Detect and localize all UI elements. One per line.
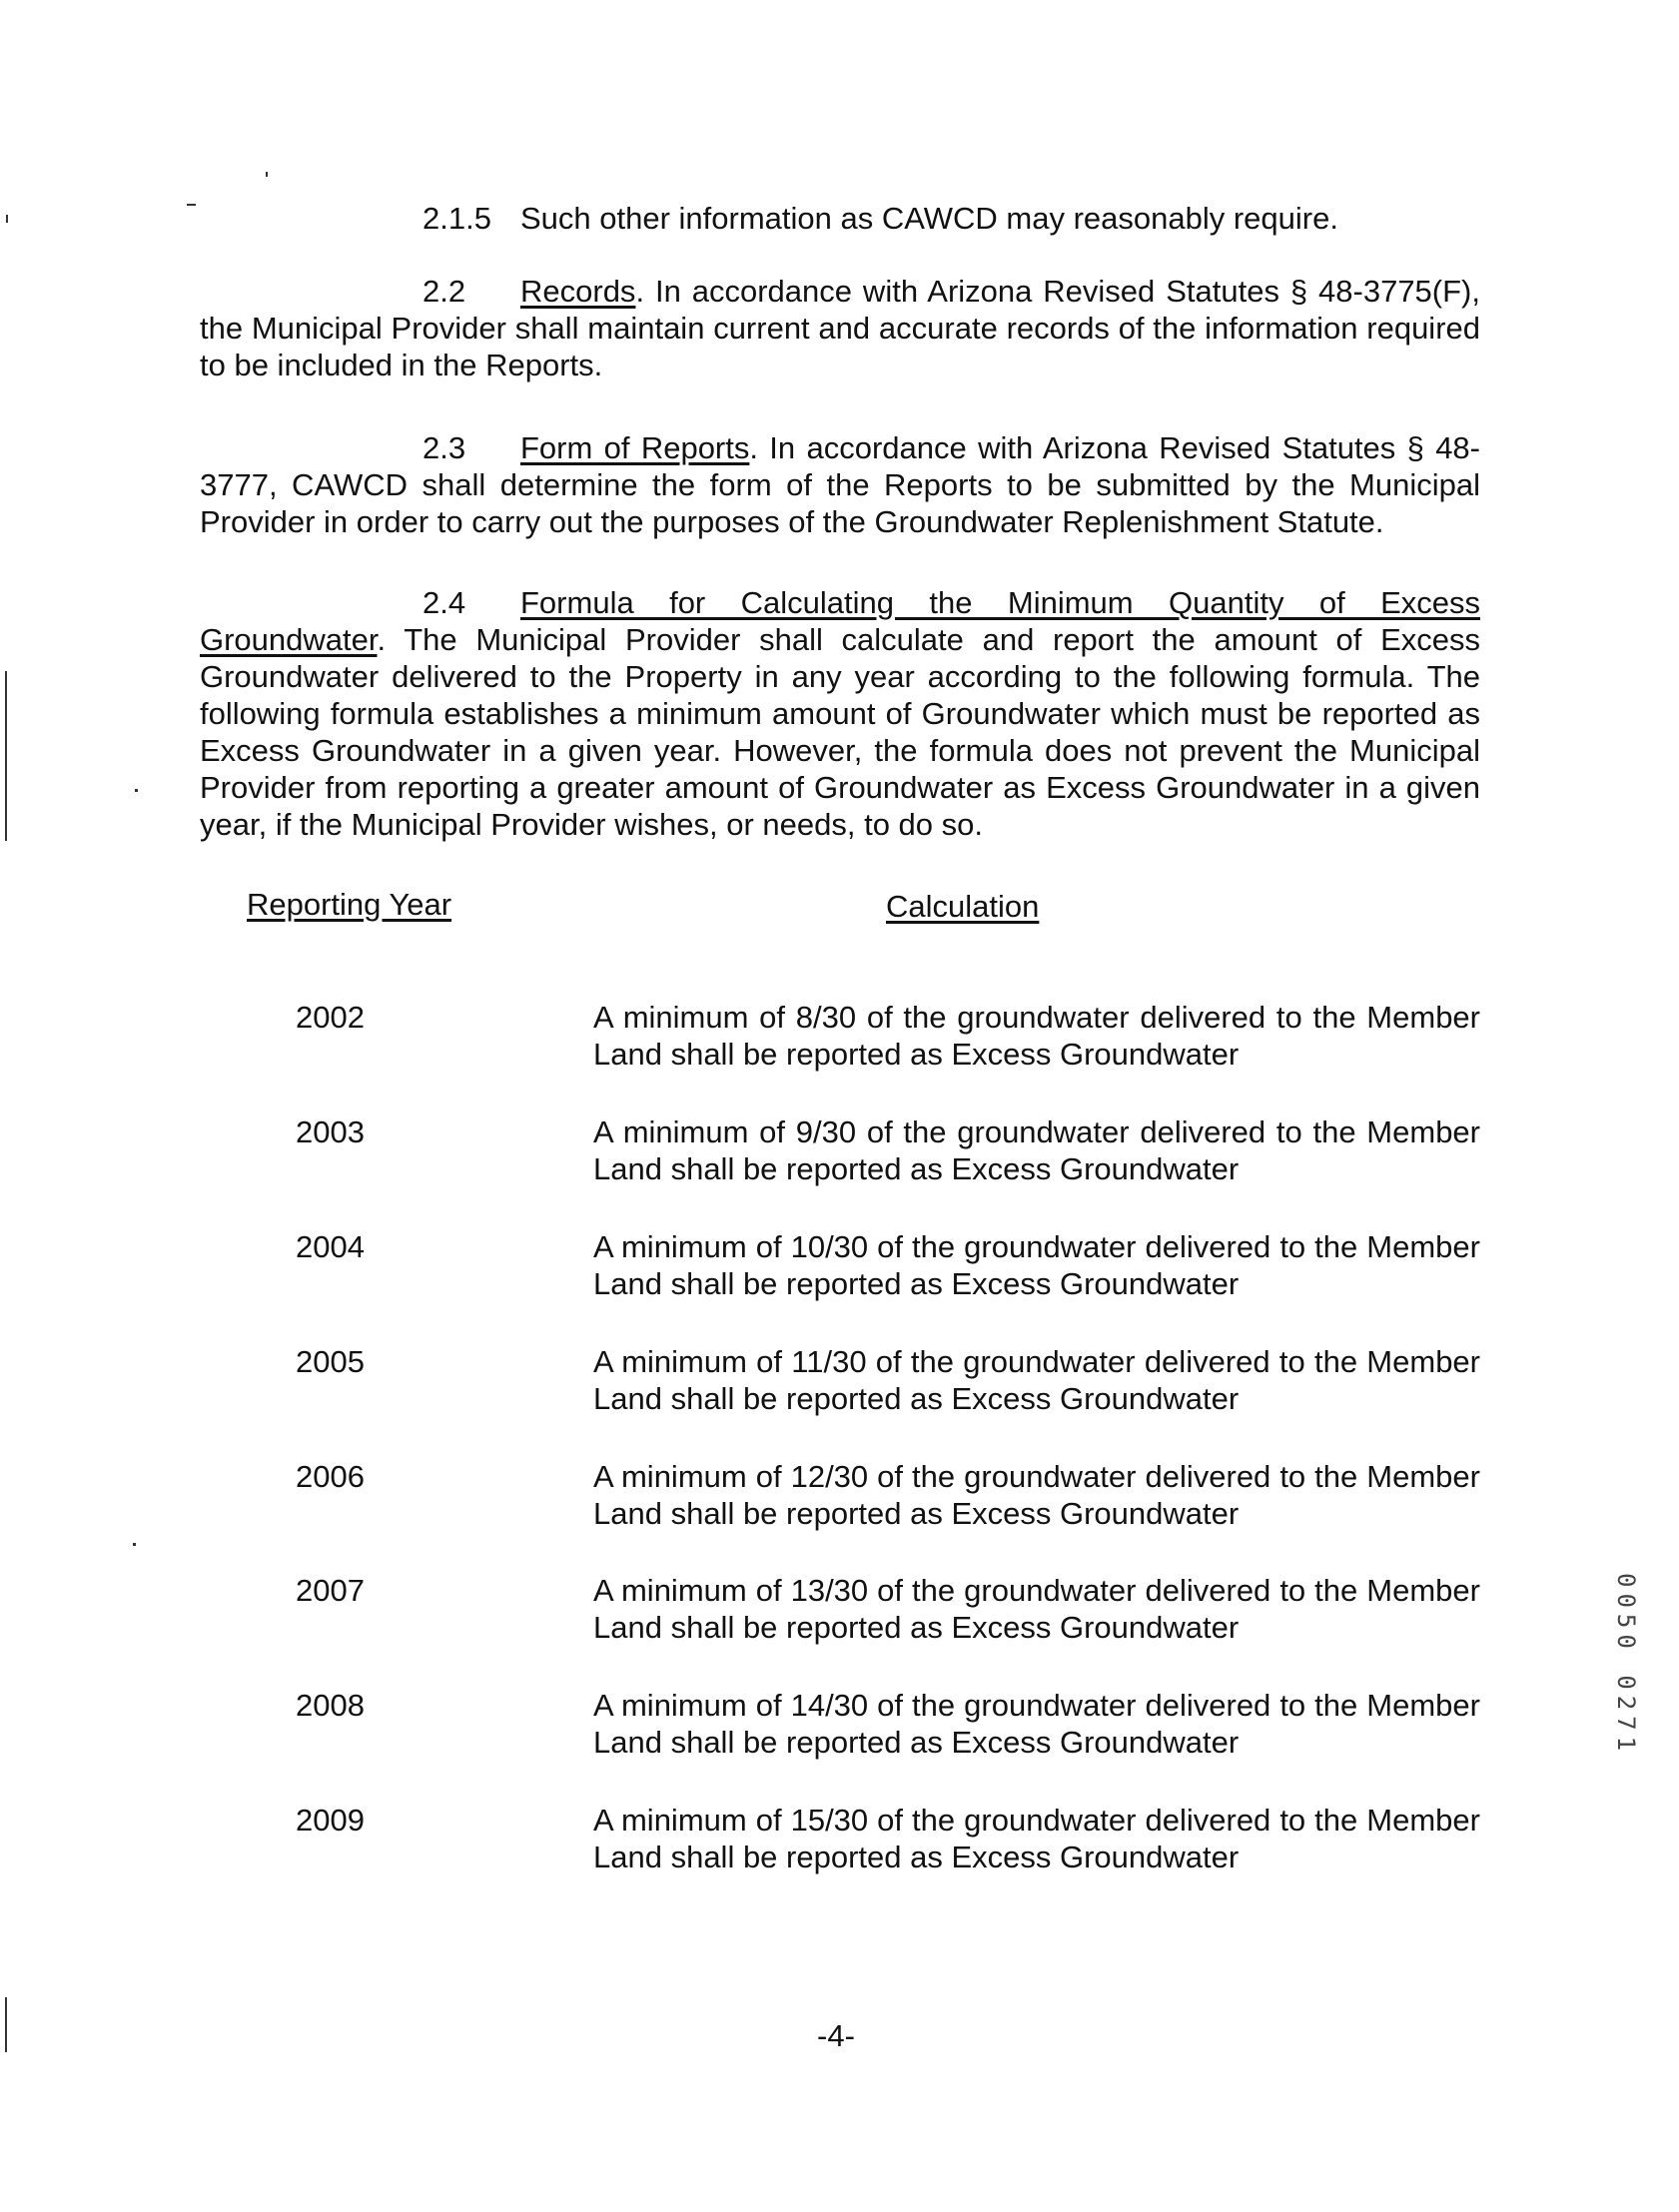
item-number: 2.1.5	[422, 201, 491, 236]
column-header-reporting-year: Reporting Year	[247, 887, 452, 922]
row-calculation: A minimum of 15/30 of the groundwater delivered to the Member Land shall be reported as Excess Groundwater	[593, 1803, 1480, 1874]
row-year: 2003	[296, 1114, 365, 1149]
section-text: . The Municipal Provider shall calculate and report the amount of Excess Groundwater delivered to the Property in any year according to the following formula. The following formula establishes a minimum amount of Groundwater which must be reported as Excess Groundwater in a given year. However, the formula does not prevent the Municipal Provider from reporting a greater amount of Groundwater as Excess Groundwater in a given year, if the Municipal Provider wishes, or needs, to do so.	[200, 622, 1480, 842]
section-heading: Records	[520, 274, 636, 309]
row-calculation: A minimum of 12/30 of the groundwater delivered to the Member Land shall be reported as Excess Groundwater	[593, 1459, 1480, 1531]
scan-mark	[187, 204, 196, 206]
row-calculation: A minimum of 14/30 of the groundwater delivered to the Member Land shall be reported as Excess Groundwater	[593, 1688, 1480, 1760]
row-year: 2009	[296, 1803, 365, 1838]
row-year: 2006	[296, 1459, 365, 1494]
row-calculation: A minimum of 10/30 of the groundwater delivered to the Member Land shall be reported as Excess Groundwater	[593, 1229, 1480, 1301]
scan-mark	[135, 789, 138, 792]
row-year: 2004	[296, 1229, 365, 1264]
scan-mark	[5, 671, 7, 841]
row-calculation: A minimum of 9/30 of the groundwater delivered to the Member Land shall be reported as Excess Groundwater	[593, 1114, 1480, 1186]
item-text: Such other information as CAWCD may reasonably require.	[520, 201, 1338, 236]
section-number: 2.3	[422, 430, 466, 465]
item-2-1-5	[422, 200, 1481, 237]
scan-mark	[6, 215, 8, 223]
row-year: 2008	[296, 1688, 365, 1723]
section-text: . In accordance with Arizona Revised Statutes § 48-3775(F), the Municipal Provider shall maintain current and accurate records of the information required to be included in the Reports.	[200, 274, 1480, 382]
section-2-4-paragraph	[200, 584, 1480, 843]
margin-stamp: 0050 0271	[1612, 1573, 1640, 1758]
row-calculation: A minimum of 13/30 of the groundwater delivered to the Member Land shall be reported as Excess Groundwater	[593, 1573, 1480, 1645]
scan-mark	[266, 172, 268, 177]
section-2-3-paragraph	[200, 429, 1480, 540]
section-text: . In accordance with Arizona Revised Statutes § 48-3777, CAWCD shall determine the form of the Reports to be submitted by the Municipal Provider in order to carry out the purposes of the Groundwater Replenishment Statute.	[200, 430, 1480, 539]
section-number: 2.2	[422, 274, 466, 309]
section-heading: Formula for Calculating the Minimum Quantity of Excess Groundwater	[200, 585, 1480, 657]
row-calculation: A minimum of 8/30 of the groundwater delivered to the Member Land shall be reported as Excess Groundwater	[593, 1000, 1480, 1072]
section-2-2-paragraph	[200, 273, 1480, 383]
row-calculation: A minimum of 11/30 of the groundwater delivered to the Member Land shall be reported as Excess Groundwater	[593, 1344, 1480, 1416]
scan-mark	[5, 1997, 7, 2052]
section-number: 2.4	[422, 585, 466, 620]
row-year: 2005	[296, 1344, 365, 1379]
row-year: 2007	[296, 1573, 365, 1608]
column-header-calculation: Calculation	[886, 889, 1040, 924]
section-heading: Form of Reports	[520, 430, 750, 465]
row-year: 2002	[296, 1000, 365, 1035]
scan-mark	[133, 1543, 136, 1546]
page-number: -4-	[817, 2018, 855, 2053]
